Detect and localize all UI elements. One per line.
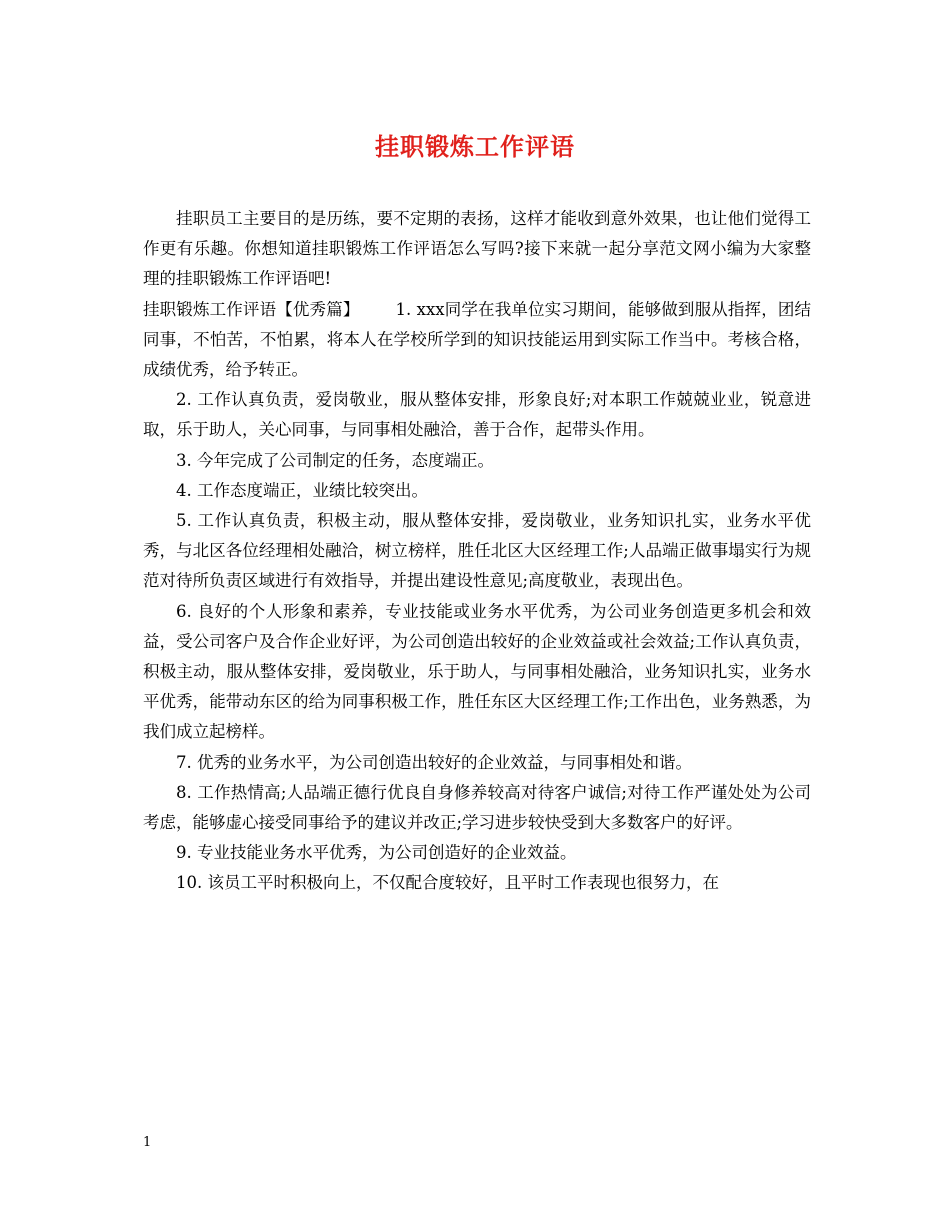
section-first-paragraph <box>143 295 811 386</box>
intro-paragraph: 挂职员工主要目的是历练，要不定期的表扬，这样才能收到意外效果，也让他们觉得工作更有乐趣。你想知道挂职锻炼工作评语怎么写吗?接下来就一起分享范文网小编为大家整理的挂职锻炼工作评语吧! <box>143 209 811 289</box>
document-body <box>143 204 811 899</box>
comment-item-2: 2. 工作认真负责，爱岗敬业，服从整体安排，形象良好;对本职工作兢兢业业，锐意进取，乐于助人，关心同事，与同事相处融洽，善于合作，起带头作用。 <box>143 390 811 440</box>
comment-item-4: 4. 工作态度端正，业绩比较突出。 <box>176 480 428 500</box>
comment-item-6: 6. 良好的个人形象和素养，专业技能或业务水平优秀，为公司业务创造更多机会和效益，受公司客户及合作企业好评，为公司创造出较好的企业效益或社会效益;工作认真负责，积极主动，服从整体安排，爱岗敬业，乐于助人，与同事相处融洽，业务知识扎实，业务水平优秀，能带动东区的给为同事积极工作，胜任东区大区经理工作;工作出色，业务熟悉，为我们成立起榜样。 <box>143 601 811 742</box>
page-number: 1 <box>143 1135 152 1150</box>
comment-item-5: 5. 工作认真负责，积极主动，服从整体安排，爱岗敬业，业务知识扎实，业务水平优秀，与北区各位经理相处融洽，树立榜样，胜任北区大区经理工作;人品端正做事塌实行为规范对待所负责区域进行有效指导，并提出建设性意见;高度敬业，表现出色。 <box>143 511 811 591</box>
comment-item-1: 1. xxx同学在我单位实习期间，能够做到服从指挥，团结同事，不怕苦，不怕累，将本人在学校所学到的知识技能运用到实际工作当中。考核合格，成绩优秀，给予转正。 <box>143 299 812 380</box>
comment-item-7: 7. 优秀的业务水平，为公司创造出较好的企业效益，与同事相处和谐。 <box>176 752 692 772</box>
comment-item-3: 3. 今年完成了公司制定的任务，态度端正。 <box>176 450 494 470</box>
comment-item-9: 9. 专业技能业务水平优秀，为公司创造好的企业效益。 <box>176 843 577 863</box>
section-heading: 挂职锻炼工作评语【优秀篇】 <box>143 299 360 319</box>
comment-item-10: 10. 该员工平时积极向上，不仅配合度较好，且平时工作表现也很努力，在 <box>176 873 719 893</box>
comment-item-8: 8. 工作热情高;人品端正德行优良自身修养较高对待客户诚信;对待工作严谨处处为公司考虑，能够虚心接受同事给予的建议并改正;学习进步较快受到大多数客户的好评。 <box>143 782 811 833</box>
document-title: 挂职锻炼工作评语 <box>375 132 575 161</box>
